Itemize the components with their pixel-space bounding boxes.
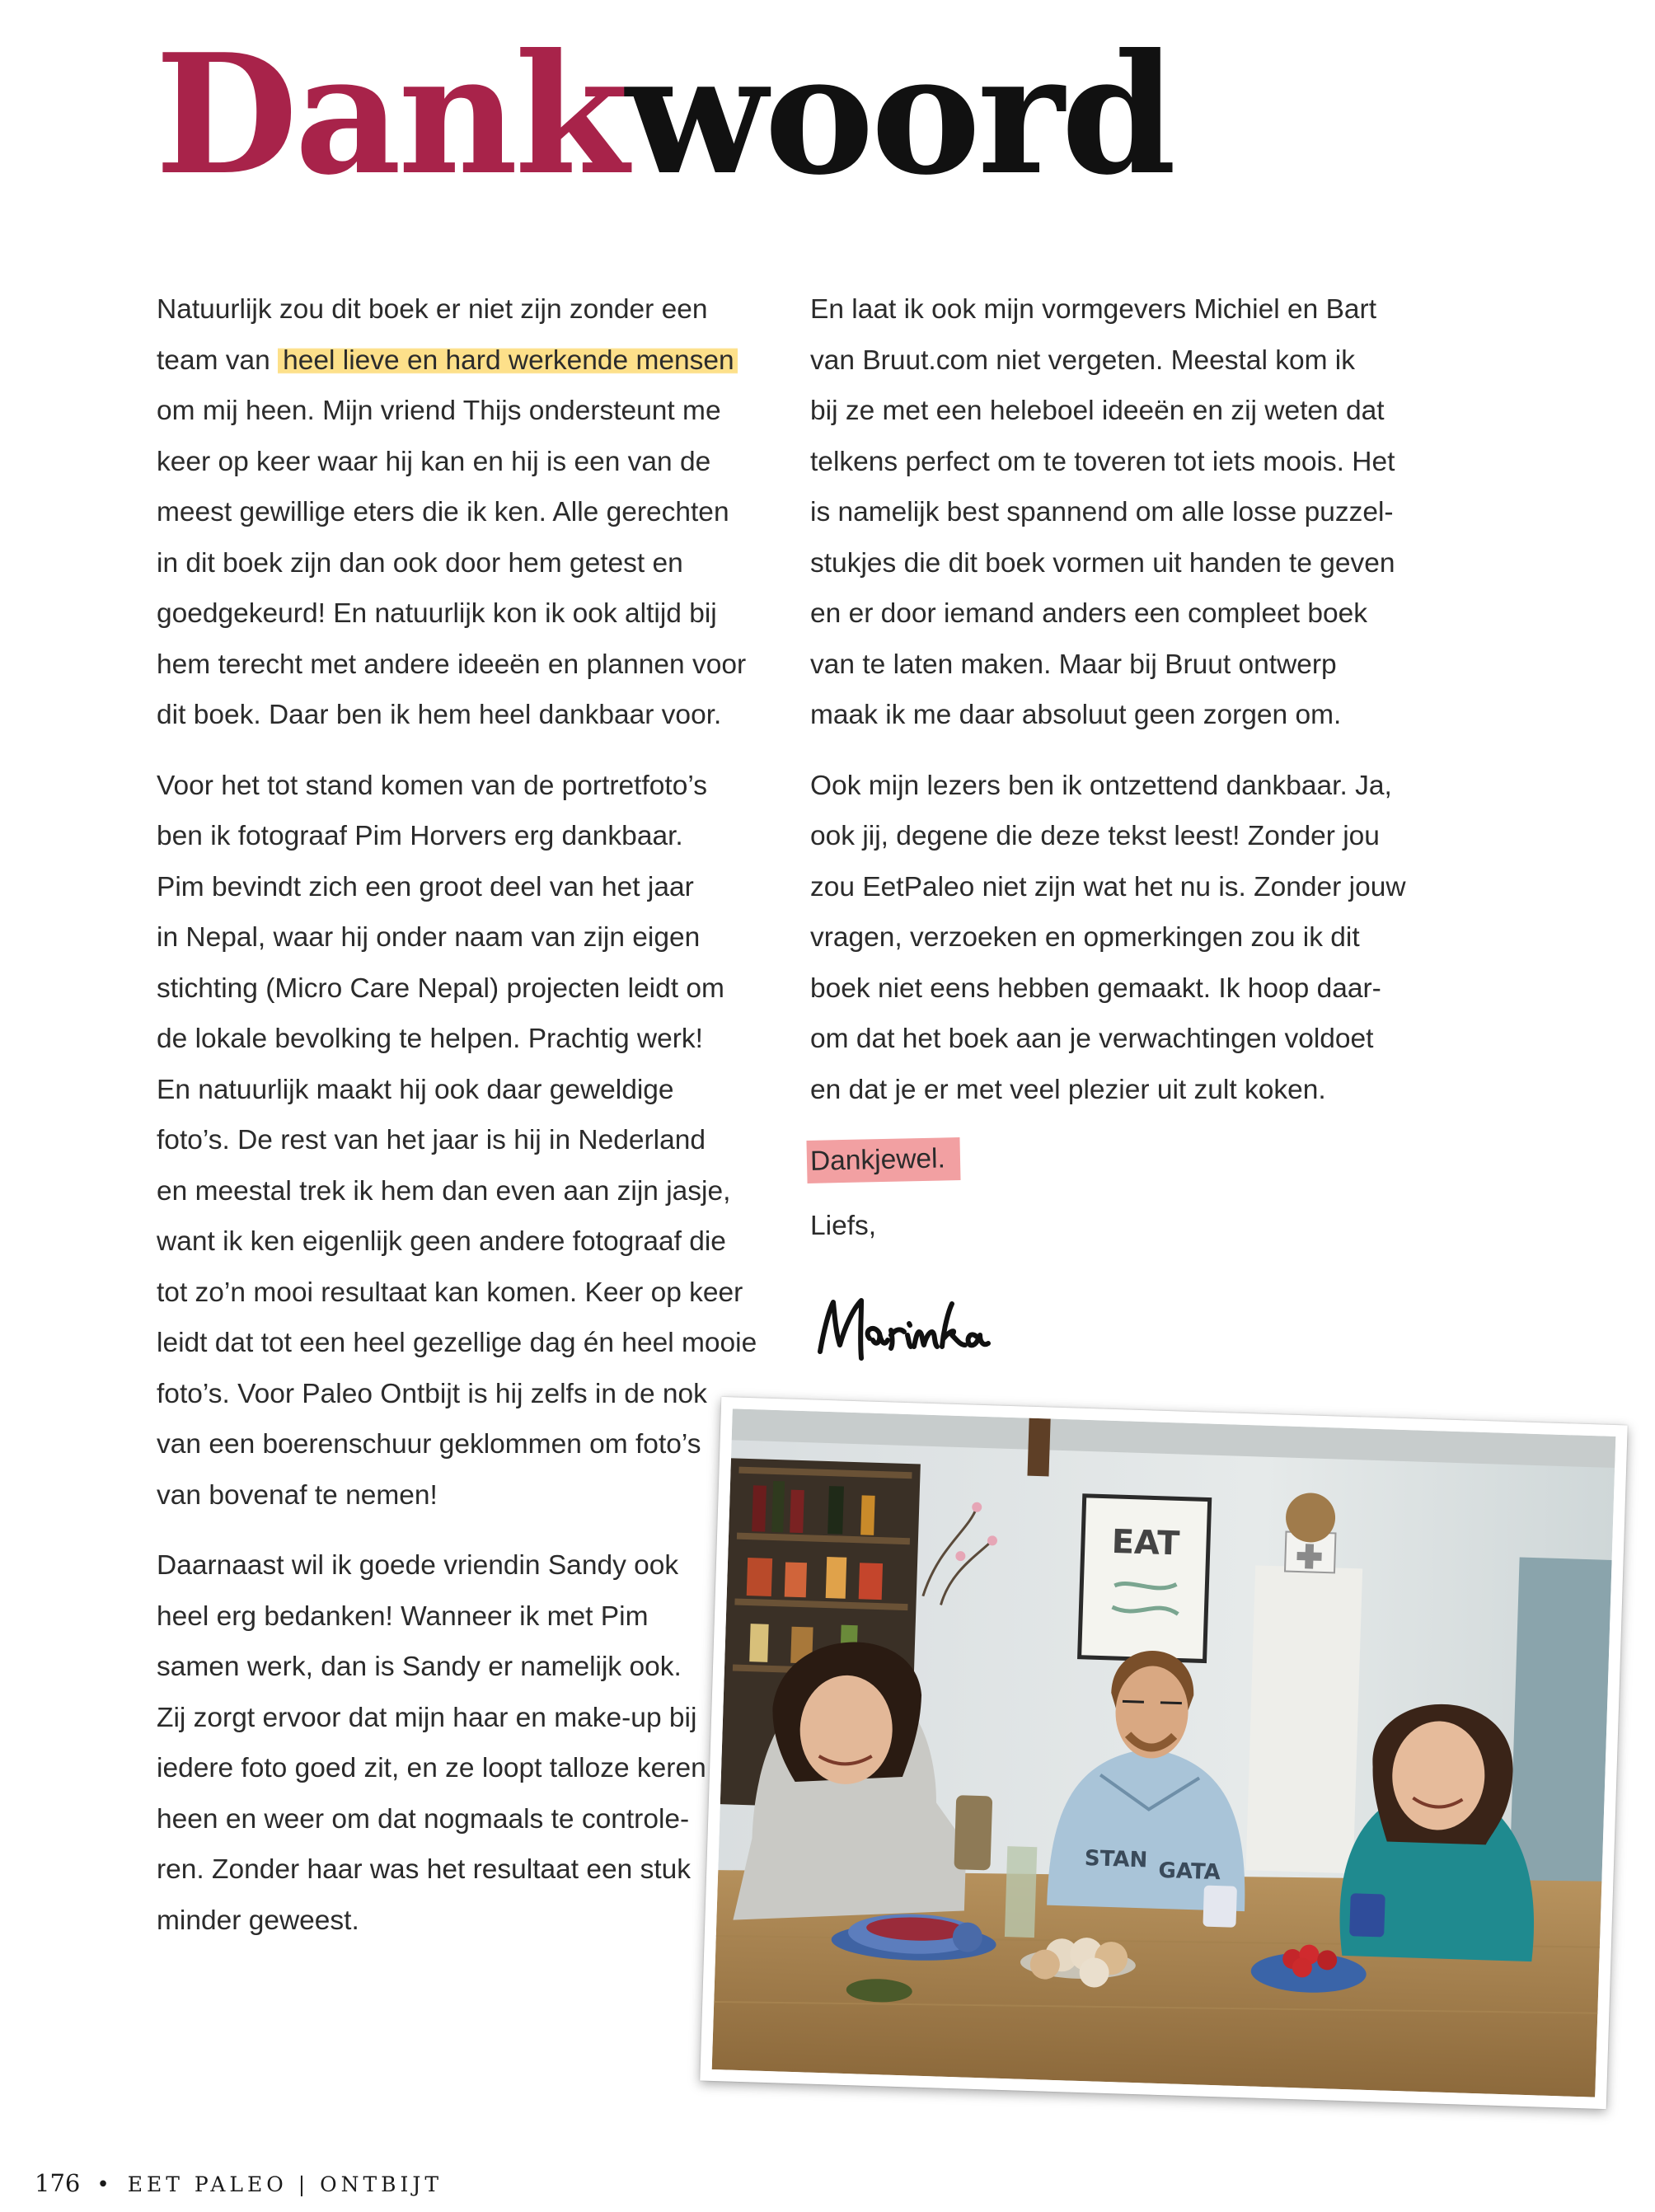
title-rest: woord bbox=[626, 18, 1174, 212]
text-line: Voor het tot stand komen van de portretfoto’s bbox=[157, 770, 707, 801]
text-line: heen en weer om dat nogmaals te controle- bbox=[157, 1803, 690, 1835]
thanks-line bbox=[810, 1135, 1437, 1186]
text-line: van Bruut.com niet vergeten. Meestal kom ik bbox=[810, 344, 1355, 376]
text-line: tot zo’n mooi resultaat kan komen. Keer op keer bbox=[157, 1277, 743, 1308]
footer-bullet: • bbox=[96, 2172, 110, 2197]
thanks-highlight: Dankjewel. bbox=[806, 1137, 960, 1183]
text-line: samen werk, dan is Sandy er namelijk ook. bbox=[157, 1652, 682, 1682]
paragraph-photographer bbox=[157, 761, 771, 1521]
text-line: Daarnaast wil ik goede vriendin Sandy ook bbox=[157, 1550, 679, 1581]
text-line: leidt dat tot een heel gezellige dag én heel mooie bbox=[157, 1328, 757, 1358]
text-line: Zij zorgt ervoor dat mijn haar en make-up bij bbox=[157, 1702, 697, 1733]
signature bbox=[812, 1287, 1001, 1370]
text-line: is namelijk best spannend om alle losse puzzel- bbox=[810, 497, 1394, 527]
page-number: 176 bbox=[35, 2169, 81, 2197]
text-line: ook jij, degene die deze tekst leest! Zonder jou bbox=[810, 821, 1380, 851]
text-fragment: team van bbox=[157, 344, 270, 376]
text-line: en dat je er met veel plezier uit zult koken. bbox=[810, 1074, 1326, 1105]
text-line: keer op keer waar hij kan en hij is een van de bbox=[157, 446, 711, 477]
page-footer bbox=[35, 2169, 443, 2197]
text-line: En laat ik ook mijn vormgevers Michiel en Bart bbox=[810, 294, 1377, 325]
text-line: En natuurlijk maakt hij ook daar geweldige bbox=[157, 1074, 674, 1105]
text-line: van een boerenschuur geklommen om foto’s bbox=[157, 1429, 701, 1460]
closing-text: Liefs, bbox=[810, 1210, 877, 1241]
text-line: om dat het boek aan je verwachtingen voldoet bbox=[810, 1024, 1374, 1054]
text-line: heel erg bedanken! Wanneer ik met Pim bbox=[157, 1600, 649, 1632]
text-line: Pim bevindt zich een groot deel van het jaar bbox=[157, 871, 694, 902]
text-line: bij ze met een heleboel ideeën en zij weten dat bbox=[810, 396, 1385, 426]
title-accent: Dank bbox=[155, 18, 626, 212]
text-line: ren. Zonder haar was het resultaat een stuk bbox=[157, 1854, 692, 1885]
text-line: foto’s. De rest van het jaar is hij in Nederland bbox=[157, 1125, 706, 1155]
text-line: zou EetPaleo niet zijn wat het nu is. Zonder jouw bbox=[810, 871, 1406, 902]
paragraph-sandy bbox=[157, 1540, 771, 1946]
shirt-text-right: GATA bbox=[1158, 1858, 1221, 1886]
text-line: stichting (Micro Care Nepal) projecten leidt om bbox=[157, 972, 724, 1004]
text-line: en meestal trek ik hem dan even aan zijn jasje, bbox=[157, 1175, 731, 1207]
text-line: want ik ken eigenlijk geen andere fotograaf die bbox=[157, 1226, 726, 1257]
text-line bbox=[157, 335, 771, 387]
text-line: foto’s. Voor Paleo Ontbijt is hij zelfs in de nok bbox=[157, 1378, 707, 1409]
highlighted-phrase: heel lieve en hard werkende mensen bbox=[278, 345, 738, 376]
text-line: stukjes die dit boek vormen uit handen te geven bbox=[810, 547, 1395, 579]
text-line: minder geweest. bbox=[157, 1905, 359, 1936]
poster-text: EAT bbox=[1111, 1522, 1180, 1563]
paragraph-readers bbox=[810, 761, 1437, 1116]
text-line: van te laten maken. Maar bij Bruut ontwerp bbox=[810, 649, 1337, 680]
left-column bbox=[157, 284, 771, 1966]
text-line: Ook mijn lezers ben ik ontzettend dankbaar. Ja, bbox=[810, 770, 1392, 801]
closing-line bbox=[810, 1201, 1437, 1252]
text-line: in Nepal, waar hij onder naam van zijn eigen bbox=[157, 922, 701, 953]
page-title bbox=[155, 18, 1174, 212]
team-photo-frame bbox=[700, 1397, 1628, 2109]
text-line: de lokale bevolking te helpen. Prachtig werk! bbox=[157, 1024, 703, 1054]
paragraph-designers bbox=[810, 284, 1437, 741]
paragraph-team bbox=[157, 284, 771, 741]
text-line: hem terecht met andere ideeën en plannen voor bbox=[157, 649, 747, 680]
text-line: boek niet eens hebben gemaakt. Ik hoop daar- bbox=[810, 972, 1381, 1004]
right-column bbox=[810, 284, 1437, 1271]
shirt-text-left: STAN bbox=[1084, 1846, 1148, 1873]
text-line: en er door iemand anders een compleet boek bbox=[810, 598, 1368, 629]
text-line: meest gewillige eters die ik ken. Alle gerechten bbox=[157, 497, 729, 527]
text-line: vragen, verzoeken en opmerkingen zou ik dit bbox=[810, 922, 1360, 953]
text-line: goedgekeurd! En natuurlijk kon ik ook altijd bij bbox=[157, 598, 717, 629]
team-photo bbox=[712, 1408, 1616, 2097]
text-line: telkens perfect om te toveren tot iets moois. Het bbox=[810, 446, 1395, 477]
book-title: EET PALEO | ONTBIJT bbox=[127, 2172, 443, 2196]
text-line: maak ik me daar absoluut geen zorgen om. bbox=[810, 700, 1342, 730]
text-line: om mij heen. Mijn vriend Thijs ondersteunt me bbox=[157, 396, 721, 426]
text-line: in dit boek zijn dan ook door hem getest en bbox=[157, 547, 683, 579]
text-line: ben ik fotograaf Pim Horvers erg dankbaar. bbox=[157, 821, 683, 851]
text-line: iedere foto goed zit, en ze loopt talloze keren bbox=[157, 1753, 706, 1783]
text-line: van bovenaf te nemen! bbox=[157, 1479, 438, 1511]
text-line: Natuurlijk zou dit boek er niet zijn zonder een bbox=[157, 294, 708, 325]
text-line: dit boek. Daar ben ik hem heel dankbaar voor. bbox=[157, 700, 722, 730]
